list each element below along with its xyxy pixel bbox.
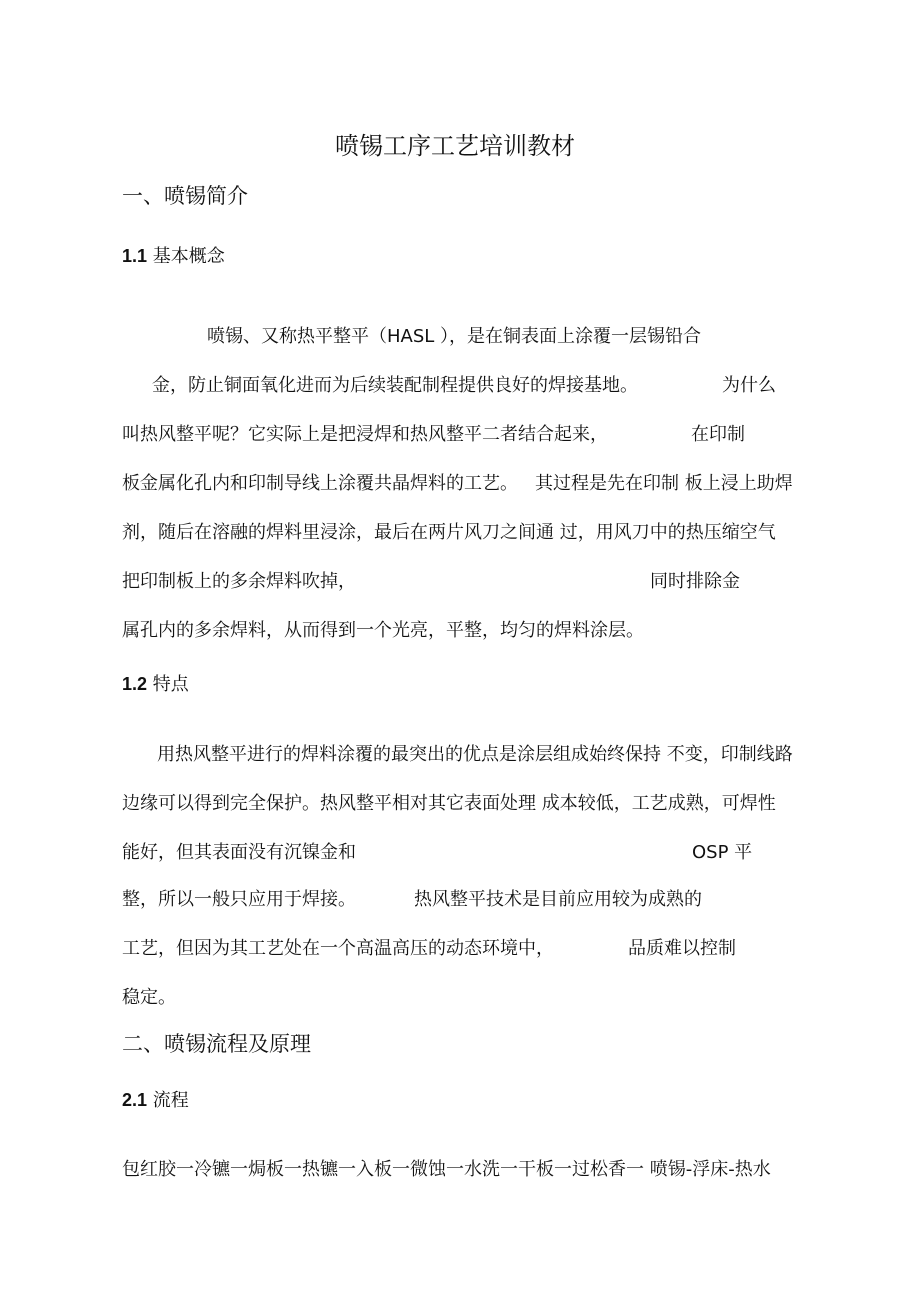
subsection-number: 1.2 (122, 674, 148, 694)
body-line: OSP 平 (692, 842, 753, 863)
subsection-number: 2.1 (122, 1090, 148, 1110)
subsection-title: 基本概念 (152, 246, 225, 267)
body-line: 在印制 (691, 424, 745, 445)
body-line: 边缘可以得到完全保护。热风整平相对其它表面处理 成本较低，工艺成熟，可焊性 (122, 793, 776, 814)
body-line: 剂，随后在溶融的焊料里浸涂，最后在两片风刀之间通 过，用风刀中的热压缩空气 (122, 522, 776, 543)
body-line: 叫热风整平呢？它实际上是把浸焊和热风整平二者结合起来， (122, 424, 608, 445)
section-heading: 一、喷锡简介 (122, 184, 248, 208)
body-line: 把印制板上的多余焊料吹掉， (122, 571, 356, 592)
body-line: 金，防止铜面氧化进而为后续装配制程提供良好的焊接基地。 (152, 375, 638, 396)
subsection-title: 特点 (152, 674, 189, 695)
body-line: 品质难以控制 (628, 938, 736, 959)
body-line: 为什么 (722, 375, 776, 396)
subsection-title: 流程 (152, 1090, 189, 1111)
body-line: 包红胶一冷镳一焗板一热镳一入板一微蚀一水洗一干板一过松香一 喷锡-浮床-热水 (122, 1159, 771, 1180)
body-line: 属孔内的多余焊料，从而得到一个光亮，平整，均匀的焊料涂层。 (122, 620, 644, 641)
body-line: 喷锡、又称热平整平（HASL ），是在铜表面上涂覆一层锡铅合 (207, 326, 702, 347)
body-line: 工艺，但因为其工艺处在一个高温高压的动态环境中， (122, 938, 554, 959)
subsection-number: 1.1 (122, 246, 148, 266)
body-line: 整，所以一般只应用于焊接。 (122, 889, 356, 910)
subsection-heading (122, 1088, 189, 1113)
subsection-heading (122, 244, 225, 269)
section-heading: 二、喷锡流程及原理 (122, 1032, 311, 1056)
body-line: 能好，但其表面没有沉镍金和 (122, 842, 356, 863)
body-line: 热风整平技术是目前应用较为成熟的 (414, 889, 702, 910)
subsection-heading (122, 672, 189, 697)
body-line: 稳定。 (122, 987, 176, 1008)
body-line: 用热风整平进行的焊料涂覆的最突出的优点是涂层组成始终保持 不变，印制线路 (157, 744, 793, 765)
body-line: 板金属化孔内和印制导线上涂覆共晶焊料的工艺。 (122, 473, 518, 494)
body-line: 同时排除金 (650, 571, 740, 592)
page-title: 喷锡工序工艺培训教材 (335, 132, 575, 160)
body-line: 其过程是先在印制 板上浸上助焊 (535, 473, 793, 494)
